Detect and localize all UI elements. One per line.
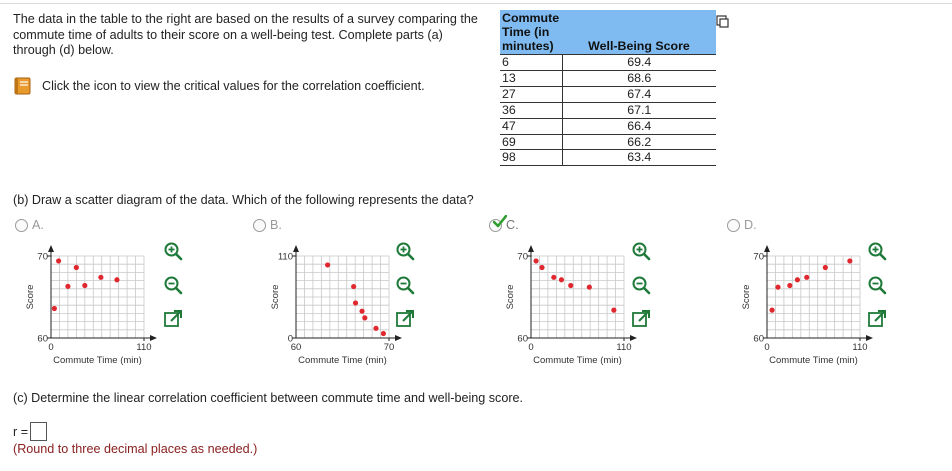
scatter-plot-b — [255, 241, 407, 371]
data-point — [587, 285, 592, 290]
table-row — [500, 86, 716, 102]
x-axis-title: Commute Time (min) — [533, 355, 622, 366]
option-c-label: C. — [506, 218, 519, 232]
x-min-label: 60 — [290, 342, 302, 353]
data-point — [847, 258, 852, 263]
y-min-label: 0 — [287, 333, 293, 345]
commute-cell: 36 — [500, 102, 562, 118]
option-b[interactable] — [253, 218, 282, 232]
answer-row — [13, 422, 47, 441]
commute-cell: 6 — [500, 55, 562, 71]
option-c[interactable] — [489, 218, 519, 232]
table-row — [500, 150, 716, 166]
zoom-in-icon[interactable] — [867, 241, 887, 261]
score-cell: 66.2 — [562, 134, 716, 150]
score-cell: 63.4 — [562, 150, 716, 166]
zoom-in-icon[interactable] — [395, 241, 415, 261]
data-point — [351, 284, 356, 289]
data-point — [65, 284, 70, 289]
zoom-in-icon[interactable] — [163, 241, 183, 261]
option-b-label: B. — [270, 218, 282, 232]
part-c-question: (c) Determine the linear correlation coefficient between commute time and well-being score. — [13, 391, 524, 405]
data-point — [98, 275, 103, 280]
x-max-label: 70 — [383, 342, 395, 353]
data-point — [551, 275, 556, 280]
x-max-label: 110 — [136, 342, 152, 353]
score-cell: 66.4 — [562, 118, 716, 134]
score-cell: 67.4 — [562, 86, 716, 102]
y-axis-arrow — [293, 245, 299, 252]
score-cell: 68.6 — [562, 70, 716, 86]
column-header-score: Well-Being Score — [562, 10, 716, 55]
data-point — [325, 262, 330, 267]
data-point — [795, 277, 800, 282]
x-axis-title: Commute Time (min) — [769, 355, 858, 366]
hint-text: Click the icon to view the critical values for the correlation coefficient. — [42, 79, 425, 93]
y-axis-title: Score — [505, 284, 516, 310]
data-point — [823, 265, 828, 270]
y-min-label: 60 — [37, 333, 48, 345]
popout-icon[interactable] — [867, 309, 887, 329]
y-max-label: 70 — [517, 251, 528, 263]
radio-d[interactable] — [727, 219, 740, 232]
data-point — [775, 285, 780, 290]
option-a[interactable] — [15, 218, 44, 232]
commute-cell: 98 — [500, 150, 562, 166]
data-point — [373, 326, 378, 331]
scatter-plot-d — [726, 241, 878, 371]
data-point — [611, 308, 616, 313]
data-table — [500, 10, 716, 166]
copy-icon[interactable] — [716, 15, 729, 28]
commute-cell: 47 — [500, 118, 562, 134]
table-row — [500, 55, 716, 71]
plot-grid — [767, 256, 860, 338]
plot-c-tools — [631, 241, 653, 343]
x-min-label: 0 — [764, 342, 770, 353]
part-b-question: (b) Draw a scatter diagram of the data. Which of the following represents the data? — [13, 193, 474, 207]
data-point — [56, 258, 61, 263]
question-intro: The data in the table to the right are based on the results of a survey comparing the commute time of adults to their score on a well-being test. Complete parts (a) through (d) below. — [13, 12, 478, 57]
rounding-instruction: (Round to three decimal places as needed.) — [13, 442, 258, 456]
option-d-label: D. — [744, 218, 757, 232]
zoom-out-icon[interactable] — [867, 275, 887, 295]
data-point — [353, 300, 358, 305]
column-header-commute: Commute Time (in minutes) — [500, 10, 562, 55]
popout-icon[interactable] — [395, 309, 415, 329]
plot-a-tools — [163, 241, 185, 343]
y-axis-title: Score — [25, 284, 36, 310]
x-axis-title: Commute Time (min) — [298, 355, 387, 366]
y-axis-arrow — [528, 245, 534, 252]
book-icon[interactable] — [13, 77, 33, 95]
data-point — [114, 277, 119, 282]
x-axis-arrow — [150, 335, 157, 341]
table-row — [500, 134, 716, 150]
table-row — [500, 118, 716, 134]
x-min-label: 0 — [528, 342, 534, 353]
y-max-label: 110 — [277, 251, 293, 263]
data-point — [787, 283, 792, 288]
score-cell: 67.1 — [562, 102, 716, 118]
data-point — [568, 283, 573, 288]
x-max-label: 110 — [616, 342, 632, 353]
y-min-label: 60 — [517, 333, 528, 345]
plot-grid — [296, 256, 389, 338]
y-axis-title: Score — [270, 284, 281, 310]
data-point — [533, 258, 538, 263]
data-point — [362, 315, 367, 320]
radio-c[interactable] — [489, 219, 502, 232]
radio-a[interactable] — [15, 219, 28, 232]
r-label: r = — [13, 424, 29, 439]
critical-values-hint — [13, 77, 425, 95]
x-min-label: 0 — [48, 342, 54, 353]
data-point — [539, 265, 544, 270]
plot-d-tools — [867, 241, 889, 343]
table-row — [500, 70, 716, 86]
zoom-in-icon[interactable] — [631, 241, 651, 261]
data-point — [804, 275, 809, 280]
data-point — [769, 308, 774, 313]
scatter-plot-c — [490, 241, 642, 371]
popout-icon[interactable] — [631, 309, 651, 329]
scatter-plot-a — [10, 241, 162, 371]
commute-cell: 69 — [500, 134, 562, 150]
zoom-out-icon[interactable] — [163, 275, 183, 295]
commute-cell: 13 — [500, 70, 562, 86]
y-axis-title: Score — [741, 284, 752, 310]
table-row — [500, 102, 716, 118]
x-axis-title: Commute Time (min) — [53, 355, 142, 366]
y-max-label: 70 — [753, 251, 764, 263]
y-min-label: 60 — [753, 333, 764, 345]
data-point — [359, 309, 364, 314]
data-point — [74, 265, 79, 270]
y-axis-arrow — [764, 245, 770, 252]
option-a-label: A. — [32, 218, 44, 232]
data-point — [82, 283, 87, 288]
plot-b-tools — [395, 241, 417, 343]
data-point — [381, 331, 386, 336]
zoom-out-icon[interactable] — [631, 275, 651, 295]
y-max-label: 70 — [37, 251, 48, 263]
data-point — [52, 306, 57, 311]
plot-grid — [531, 256, 624, 338]
table-header-row — [500, 10, 716, 55]
x-max-label: 110 — [852, 342, 868, 353]
popout-icon[interactable] — [163, 309, 183, 329]
top-divider — [0, 3, 952, 4]
option-d[interactable] — [727, 218, 757, 232]
data-point — [559, 277, 564, 282]
radio-b[interactable] — [253, 219, 266, 232]
r-answer-input[interactable] — [30, 422, 47, 441]
zoom-out-icon[interactable] — [395, 275, 415, 295]
plot-grid — [51, 256, 144, 338]
commute-cell: 27 — [500, 86, 562, 102]
score-cell: 69.4 — [562, 55, 716, 71]
y-axis-arrow — [48, 245, 54, 252]
check-icon — [493, 215, 507, 229]
